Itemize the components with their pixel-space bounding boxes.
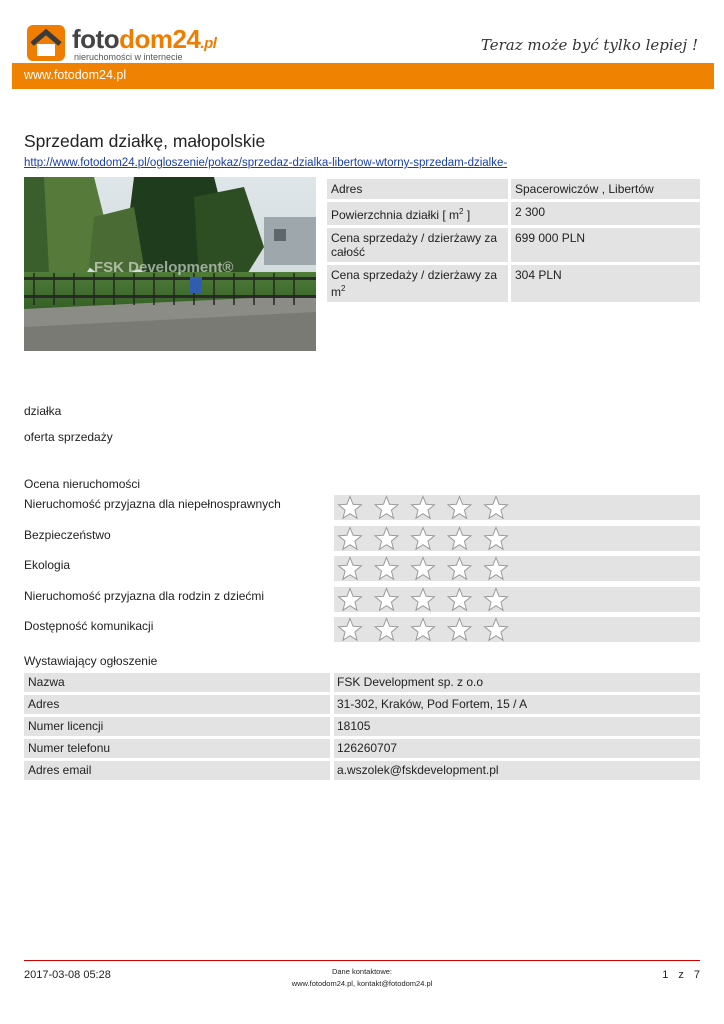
offer-type: oferta sprzedaży [24,430,113,444]
footer-divider [24,960,700,961]
star-icon[interactable] [485,589,508,611]
star-icon[interactable] [375,558,398,580]
property-type: działka [24,404,62,418]
advertiser-heading: Wystawiający ogłoszenie [24,654,158,668]
advertiser-key: Numer telefonu [24,739,330,758]
rating-stars[interactable] [334,556,700,581]
advertiser-value: 31-302, Kraków, Pod Fortem, 15 / A [334,695,700,714]
rating-label: Bezpieczeństwo [24,528,111,542]
info-key-text-end: ] [463,208,471,222]
info-value: 2 300 [511,202,700,225]
rating-stars[interactable] [334,526,700,551]
advertiser-value: FSK Development sp. z o.o [334,673,700,692]
advertiser-row [24,761,700,780]
header-bar [12,63,714,89]
star-icon[interactable] [412,589,435,611]
star-icon[interactable] [448,619,471,641]
rating-stars[interactable] [334,587,700,612]
info-key [327,202,508,225]
star-icon[interactable] [412,558,435,580]
advertiser-key: Adres [24,695,330,714]
star-icon[interactable] [485,497,508,519]
star-icon[interactable] [375,528,398,550]
property-info-table [327,176,700,305]
page-number: 1 [662,969,669,981]
info-row [327,179,700,199]
advertiser-value: 18105 [334,717,700,736]
star-icon[interactable] [339,619,362,641]
info-key: Cena sprzedaży / dzierżawy za całość [327,228,508,262]
star-icon[interactable] [412,619,435,641]
rating-stars[interactable] [334,495,700,520]
star-icon[interactable] [448,528,471,550]
rating-stars[interactable] [334,617,700,642]
star-icon[interactable] [375,619,398,641]
info-row [327,265,700,302]
star-icon[interactable] [485,619,508,641]
advertiser-row [24,739,700,758]
info-key: Adres [327,179,508,199]
star-icon[interactable] [339,528,362,550]
star-icon[interactable] [448,558,471,580]
listing-url-link[interactable]: http://www.fotodom24.pl/ogloszenie/pokaz/sprzedaz-dzialka-libertow-wtorny-sprzedam-dzialke- [24,157,508,169]
info-key-sup: 2 [459,207,464,216]
page-total: 7 [693,969,700,981]
logo-wordmark [72,24,216,55]
info-value: 304 PLN [511,265,700,302]
footer-date: 2017-03-08 05:28 [24,969,111,981]
star-icon[interactable] [412,497,435,519]
info-row [327,228,700,262]
footer-contact-value: www.fotodom24.pl, kontakt@fotodom24.pl [291,979,433,988]
rating-label: Nieruchomość przyjazna dla rodzin z dziećmi [24,589,265,603]
logo-text-dom24: dom24 [119,24,201,54]
rating-label: Ekologia [24,558,71,572]
star-icon[interactable] [485,558,508,580]
star-icon[interactable] [339,558,362,580]
info-key-sup: 2 [341,284,346,293]
logo-text-foto: foto [72,24,120,54]
advertiser-row [24,673,700,692]
star-icon[interactable] [448,497,471,519]
info-row [327,202,700,225]
advertiser-email[interactable]: a.wszolek@fskdevelopment.pl [334,761,700,780]
ratings-heading: Ocena nieruchomości [24,477,141,491]
logo-text-pl: .pl [200,35,217,52]
house-logo-icon [24,22,68,62]
site-link[interactable]: www.fotodom24.pl [24,68,127,82]
info-value: 699 000 PLN [511,228,700,262]
info-key-text: Powierzchnia działki [ m [331,208,460,222]
info-value: Spacerowiczów , Libertów [511,179,700,199]
advertiser-key: Adres email [24,761,330,780]
star-icon[interactable] [412,528,435,550]
advertiser-row [24,717,700,736]
info-key [327,265,508,302]
star-icon[interactable] [339,589,362,611]
advertiser-key: Numer licencji [24,717,330,736]
property-photo-image [24,177,316,351]
photo-watermark: FSK Development® [94,259,234,276]
page-of: z [678,969,684,981]
page-counter [652,969,700,981]
advertiser-key: Nazwa [24,673,330,692]
page-title: Sprzedam działkę, małopolskie [24,131,266,151]
logo-subtitle: nieruchomości w internecie [74,52,183,62]
advertiser-table [24,673,700,783]
property-photo [24,177,316,351]
advertiser-row [24,695,700,714]
advertiser-phone[interactable]: 126260707 [334,739,700,758]
info-key-text: Cena sprzedaży / dzierżawy za m [331,268,498,299]
footer-contact [0,966,724,990]
footer-contact-label: Dane kontaktowe: [331,967,393,976]
star-icon[interactable] [485,528,508,550]
star-icon[interactable] [339,497,362,519]
star-icon[interactable] [375,589,398,611]
rating-label: Dostępność komunikacji [24,619,154,633]
slogan: Teraz może być tylko lepiej ! [480,36,698,54]
star-icon[interactable] [375,497,398,519]
star-icon[interactable] [448,589,471,611]
rating-label: Nieruchomość przyjazna dla niepełnosprawnych [24,497,281,511]
